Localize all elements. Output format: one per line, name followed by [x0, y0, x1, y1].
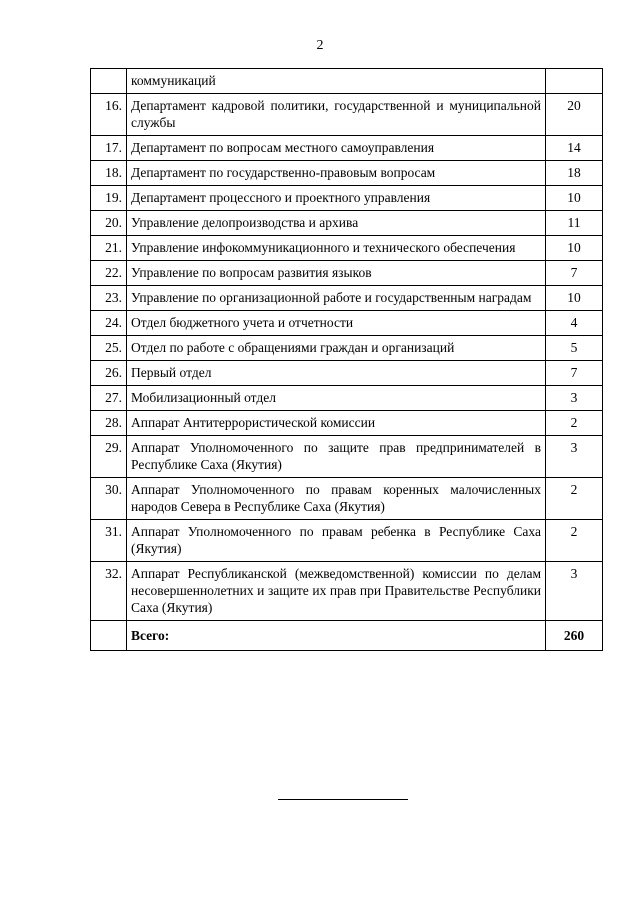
- row-name: Аппарат Уполномоченного по правам ребенка в Республике Саха (Якутия): [127, 520, 546, 562]
- row-number: 24.: [91, 311, 127, 336]
- row-number: 17.: [91, 136, 127, 161]
- row-name: Отдел по работе с обращениями граждан и организаций: [127, 336, 546, 361]
- row-number: 21.: [91, 236, 127, 261]
- table-row: [91, 186, 603, 211]
- row-count: 10: [546, 186, 603, 211]
- staff-table: [90, 68, 603, 651]
- table-row: [91, 520, 603, 562]
- row-number: 20.: [91, 211, 127, 236]
- row-count: 20: [546, 94, 603, 136]
- row-number: 18.: [91, 161, 127, 186]
- table-row: [91, 94, 603, 136]
- table-row: [91, 386, 603, 411]
- row-name: Департамент процессного и проектного управления: [127, 186, 546, 211]
- table-row: [91, 311, 603, 336]
- row-count: 7: [546, 261, 603, 286]
- row-count: 2: [546, 520, 603, 562]
- row-name: Аппарат Уполномоченного по правам коренных малочисленных народов Севера в Республике Саха (Якутия): [127, 478, 546, 520]
- row-name: Управление делопроизводства и архива: [127, 211, 546, 236]
- row-count: 3: [546, 562, 603, 621]
- row-count: 10: [546, 286, 603, 311]
- table-row: [91, 436, 603, 478]
- row-name: Управление по организационной работе и государственным наградам: [127, 286, 546, 311]
- table-row: [91, 411, 603, 436]
- row-number: 32.: [91, 562, 127, 621]
- row-number: 19.: [91, 186, 127, 211]
- row-name: Департамент по государственно-правовым вопросам: [127, 161, 546, 186]
- row-name: Департамент кадровой политики, государственной и муниципальной службы: [127, 94, 546, 136]
- table-row: [91, 136, 603, 161]
- row-number: 25.: [91, 336, 127, 361]
- row-name: Департамент по вопросам местного самоуправления: [127, 136, 546, 161]
- row-name: коммуникаций: [127, 69, 546, 94]
- table-row: [91, 286, 603, 311]
- row-name: Управление по вопросам развития языков: [127, 261, 546, 286]
- row-count: 2: [546, 478, 603, 520]
- row-number: 27.: [91, 386, 127, 411]
- row-number: 16.: [91, 94, 127, 136]
- row-count: 3: [546, 386, 603, 411]
- row-count: 10: [546, 236, 603, 261]
- row-count: 14: [546, 136, 603, 161]
- row-number: 30.: [91, 478, 127, 520]
- row-number: 22.: [91, 261, 127, 286]
- row-number: 23.: [91, 286, 127, 311]
- row-count: 18: [546, 161, 603, 186]
- row-count: 5: [546, 336, 603, 361]
- total-label: Всего:: [127, 621, 546, 651]
- table-row: [91, 562, 603, 621]
- row-number: [91, 69, 127, 94]
- row-count: 7: [546, 361, 603, 386]
- row-count: 3: [546, 436, 603, 478]
- closing-divider-line: [278, 799, 408, 800]
- row-number: 31.: [91, 520, 127, 562]
- total-row: [91, 621, 603, 651]
- table-row: [91, 261, 603, 286]
- table-row: [91, 69, 603, 94]
- row-number: 28.: [91, 411, 127, 436]
- row-count: 4: [546, 311, 603, 336]
- total-number: [91, 621, 127, 651]
- row-name: Аппарат Республиканской (межведомственной) комиссии по делам несовершеннолетних и защите их прав при Правительстве Республики Саха (Якутия): [127, 562, 546, 621]
- table-row: [91, 211, 603, 236]
- row-number: 26.: [91, 361, 127, 386]
- row-name: Управление инфокоммуникационного и технического обеспечения: [127, 236, 546, 261]
- row-count: 11: [546, 211, 603, 236]
- staff-table-body: [91, 69, 603, 651]
- row-count: [546, 69, 603, 94]
- row-name: Мобилизационный отдел: [127, 386, 546, 411]
- row-number: 29.: [91, 436, 127, 478]
- table-row: [91, 336, 603, 361]
- row-name: Первый отдел: [127, 361, 546, 386]
- page-number: 2: [316, 38, 324, 53]
- row-name: Отдел бюджетного учета и отчетности: [127, 311, 546, 336]
- row-name: Аппарат Уполномоченного по защите прав предпринимателей в Республике Саха (Якутия): [127, 436, 546, 478]
- table-row: [91, 361, 603, 386]
- table-row: [91, 161, 603, 186]
- row-name: Аппарат Антитеррористической комиссии: [127, 411, 546, 436]
- table-row: [91, 478, 603, 520]
- total-count: 260: [546, 621, 603, 651]
- table-row: [91, 236, 603, 261]
- row-count: 2: [546, 411, 603, 436]
